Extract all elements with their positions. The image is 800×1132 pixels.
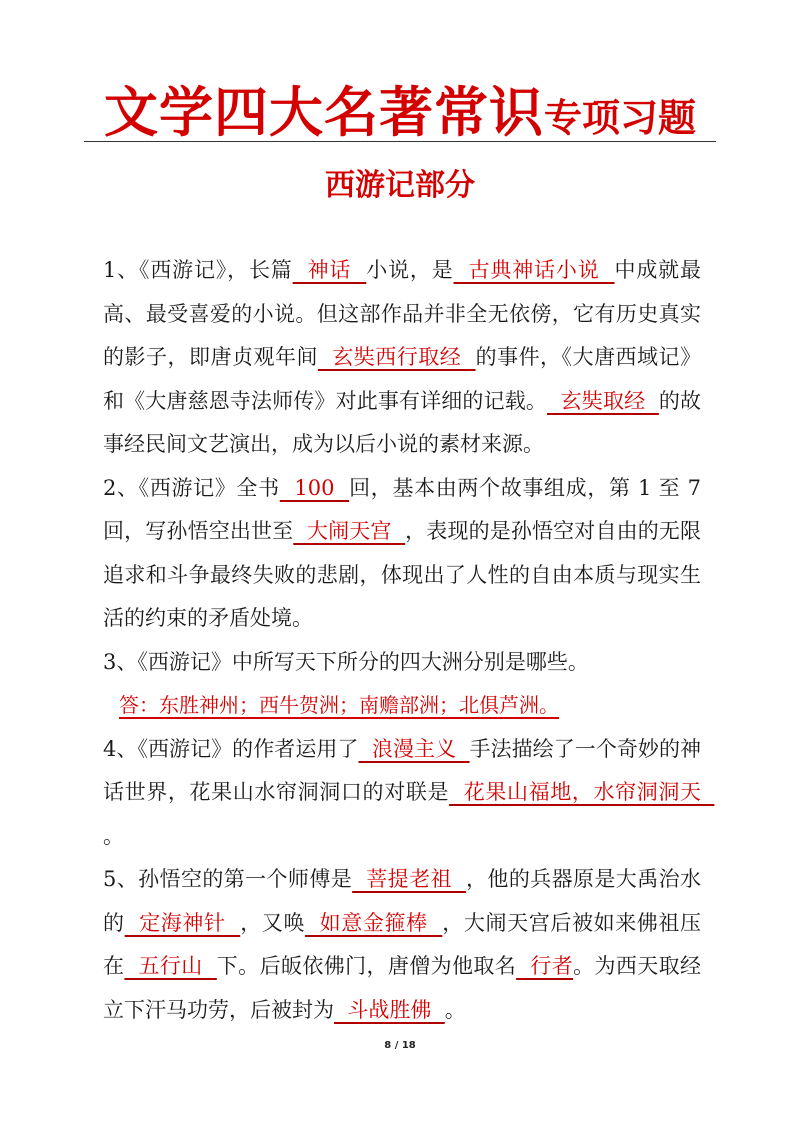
q1-answer-2: 古典神话小说 <box>453 258 615 282</box>
q2-text-2: 回，基本由两个故事组成，第 1 至 7 回，写孙悟空出世至 <box>103 475 701 543</box>
q2-text-1: 2、《西游记》全书 <box>103 475 280 500</box>
question-1 <box>103 249 701 467</box>
q1-text-1: 1、《西游记》，长篇 <box>103 258 293 282</box>
q5-text-3: ，又唤 <box>240 910 306 935</box>
q4-text-2: 手法描绘了一个奇妙的神话世界，花果山水帘洞洞口的对联是 <box>103 736 702 804</box>
question-3 <box>103 641 701 685</box>
q1-text-5: 的故事经民间文艺演出，成为以后小说的素材来源。 <box>103 388 702 456</box>
q5-text-6: 。为西天取经立下汗马功劳，后被封为 <box>103 954 702 1022</box>
q1-answer-3: 玄奘西行取经 <box>317 345 476 369</box>
question-4 <box>103 728 715 859</box>
q5-answer-1: 菩提老祖 <box>352 867 467 891</box>
q5-text-5: 下。后皈依佛门，唐僧为他取名 <box>216 954 517 978</box>
q2-text-3: ，表现的是孙悟空对自由的无限追求和斗争最终失败的悲剧，体现出了人性的自由本质与现实生活的约束的矛盾处境。 <box>103 519 702 630</box>
title-main: 文学四大名著常识 <box>103 81 544 144</box>
q5-answer-4: 五行山 <box>124 954 217 978</box>
q2-answer-2: 大闹天宫 <box>293 519 406 543</box>
q5-text-1: 5、孙悟空的第一个师傅是 <box>103 867 353 891</box>
q2-answer-1: 100 <box>279 475 350 500</box>
q5-answer-3: 如意金箍棒 <box>305 910 443 935</box>
q5-text-7: 。 <box>444 997 466 1022</box>
question-list <box>103 249 715 1032</box>
title-sub: 专项习题 <box>543 96 696 140</box>
q5-answer-5: 行者 <box>516 954 574 978</box>
title-divider <box>84 141 716 142</box>
q4-text-1: 4、《西游记》的作者运用了 <box>103 736 359 761</box>
section-heading: 西游记部分 <box>325 168 475 203</box>
q1-text-2: 小说，是 <box>366 258 454 282</box>
question-5 <box>103 858 701 1032</box>
q4-answer-2: 花果山福地，水帘洞洞天 <box>449 780 715 804</box>
q1-text-4: 的事件，《大唐西域记》和《大唐慈恩寺法师传》对此事有详细的记载。 <box>103 345 702 413</box>
q4-text-3: 。 <box>103 823 124 848</box>
q4-answer-1: 浪漫主义 <box>358 736 470 761</box>
page-title <box>0 70 800 147</box>
q3-answer: 答：东胜神州；西牛贺洲；南赡部洲；北俱芦洲。 <box>119 693 559 717</box>
q1-answer-1: 神话 <box>292 258 367 282</box>
page-number: 8 / 18 <box>384 1040 416 1051</box>
q1-text-3: 中成就最高、最受喜爱的小说。但这部作品并非全无依傍，它有历史真实的影子，即唐贞观年间 <box>103 258 702 369</box>
q5-text-4: ，大闹天宫后被如来佛祖压在 <box>103 910 702 978</box>
q5-text-2: ，他的兵器原是大禹治水的 <box>103 867 702 935</box>
q5-answer-2: 定海神针 <box>124 910 241 935</box>
q5-answer-6: 斗战胜佛 <box>334 997 445 1022</box>
question-2 <box>103 467 701 641</box>
q3-text-1: 3、《西游记》中所写天下所分的四大洲分别是哪些。 <box>103 649 589 674</box>
q1-answer-4: 玄奘取经 <box>547 388 659 413</box>
